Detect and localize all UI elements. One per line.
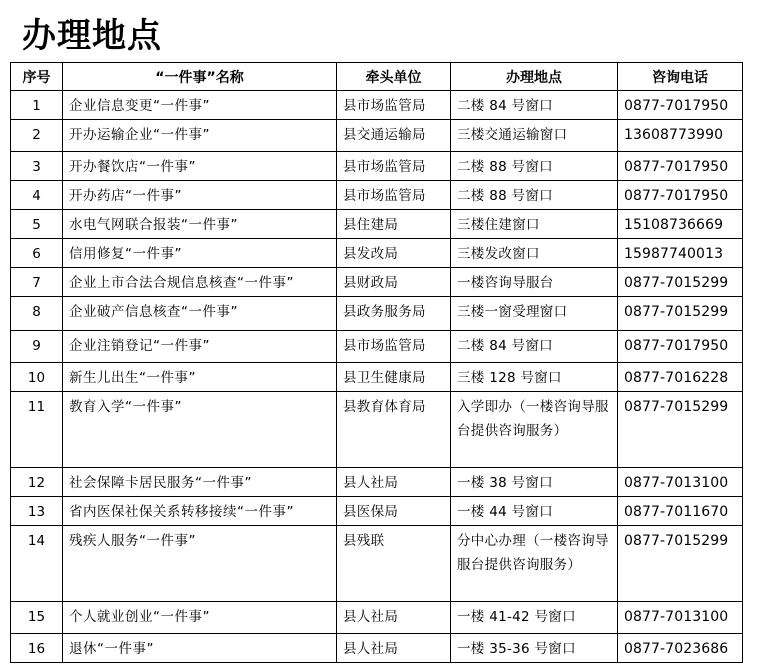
location: 一楼咨询导服台 (451, 268, 618, 297)
row-number: 12 (11, 468, 63, 497)
table-row (11, 363, 743, 392)
location: 二楼 84 号窗口 (451, 91, 618, 120)
location: 二楼 88 号窗口 (451, 181, 618, 210)
lead-unit: 县政务服务局 (337, 297, 451, 331)
lead-unit: 县医保局 (337, 497, 451, 526)
matter-name: 社会保障卡居民服务“一件事” (63, 468, 337, 497)
matter-name: 开办运输企业“一件事” (63, 120, 337, 152)
matter-name: 水电气网联合报装“一件事” (63, 210, 337, 239)
table-row (11, 239, 743, 268)
phone-number: 0877-7015299 (618, 526, 743, 602)
location: 一楼 35-36 号窗口 (451, 634, 618, 663)
header-serial-number: 序号 (11, 63, 63, 91)
phone-number: 0877-7017950 (618, 91, 743, 120)
table-row (11, 91, 743, 120)
lead-unit: 县财政局 (337, 268, 451, 297)
matter-name: 个人就业创业“一件事” (63, 602, 337, 634)
table-row (11, 526, 743, 602)
table-row (11, 497, 743, 526)
table-row (11, 120, 743, 152)
table-row (11, 181, 743, 210)
matter-name: 信用修复“一件事” (63, 239, 337, 268)
row-number: 11 (11, 392, 63, 468)
matter-name: 企业上市合法合规信息核查“一件事” (63, 268, 337, 297)
location: 二楼 88 号窗口 (451, 152, 618, 181)
phone-number: 0877-7015299 (618, 297, 743, 331)
phone-number: 0877-7013100 (618, 468, 743, 497)
row-number: 7 (11, 268, 63, 297)
phone-number: 0877-7013100 (618, 602, 743, 634)
service-location-table (10, 62, 743, 663)
lead-unit: 县残联 (337, 526, 451, 602)
lead-unit: 县教育体育局 (337, 392, 451, 468)
location: 二楼 84 号窗口 (451, 331, 618, 363)
table-row (11, 634, 743, 663)
matter-name: 退休“一件事” (63, 634, 337, 663)
row-number: 3 (11, 152, 63, 181)
header-matter-name: “一件事”名称 (63, 63, 337, 91)
row-number: 6 (11, 239, 63, 268)
lead-unit: 县人社局 (337, 468, 451, 497)
table-row (11, 297, 743, 331)
header-phone: 咨询电话 (618, 63, 743, 91)
row-number: 10 (11, 363, 63, 392)
row-number: 14 (11, 526, 63, 602)
phone-number: 0877-7015299 (618, 392, 743, 468)
row-number: 16 (11, 634, 63, 663)
header-location: 办理地点 (451, 63, 618, 91)
lead-unit: 县住建局 (337, 210, 451, 239)
table-row (11, 331, 743, 363)
location: 三楼一窗受理窗口 (451, 297, 618, 331)
row-number: 9 (11, 331, 63, 363)
table-row (11, 210, 743, 239)
matter-name: 开办餐饮店“一件事” (63, 152, 337, 181)
location: 一楼 41-42 号窗口 (451, 602, 618, 634)
lead-unit: 县人社局 (337, 634, 451, 663)
table-row (11, 392, 743, 468)
lead-unit: 县人社局 (337, 602, 451, 634)
location: 一楼 44 号窗口 (451, 497, 618, 526)
location: 一楼 38 号窗口 (451, 468, 618, 497)
lead-unit: 县市场监管局 (337, 331, 451, 363)
location: 入学即办（一楼咨询导服台提供咨询服务） (451, 392, 618, 468)
matter-name: 企业破产信息核查“一件事” (63, 297, 337, 331)
matter-name: 企业注销登记“一件事” (63, 331, 337, 363)
matter-name: 省内医保社保关系转移接续“一件事” (63, 497, 337, 526)
phone-number: 15987740013 (618, 239, 743, 268)
row-number: 2 (11, 120, 63, 152)
phone-number: 0877-7017950 (618, 181, 743, 210)
location: 三楼 128 号窗口 (451, 363, 618, 392)
phone-number: 0877-7016228 (618, 363, 743, 392)
row-number: 13 (11, 497, 63, 526)
lead-unit: 县卫生健康局 (337, 363, 451, 392)
row-number: 4 (11, 181, 63, 210)
location: 三楼住建窗口 (451, 210, 618, 239)
row-number: 5 (11, 210, 63, 239)
location: 三楼发改窗口 (451, 239, 618, 268)
table-row (11, 152, 743, 181)
phone-number: 0877-7017950 (618, 152, 743, 181)
header-lead-unit: 牵头单位 (337, 63, 451, 91)
lead-unit: 县发改局 (337, 239, 451, 268)
matter-name: 教育入学“一件事” (63, 392, 337, 468)
phone-number: 0877-7015299 (618, 268, 743, 297)
phone-number: 0877-7011670 (618, 497, 743, 526)
matter-name: 新生儿出生“一件事” (63, 363, 337, 392)
matter-name: 企业信息变更“一件事” (63, 91, 337, 120)
lead-unit: 县市场监管局 (337, 91, 451, 120)
lead-unit: 县市场监管局 (337, 152, 451, 181)
matter-name: 开办药店“一件事” (63, 181, 337, 210)
lead-unit: 县交通运输局 (337, 120, 451, 152)
row-number: 8 (11, 297, 63, 331)
table-row (11, 602, 743, 634)
row-number: 1 (11, 91, 63, 120)
table-row (11, 468, 743, 497)
matter-name: 残疾人服务“一件事” (63, 526, 337, 602)
location: 三楼交通运输窗口 (451, 120, 618, 152)
row-number: 15 (11, 602, 63, 634)
phone-number: 15108736669 (618, 210, 743, 239)
page-title: 办理地点 (22, 16, 162, 56)
phone-number: 0877-7017950 (618, 331, 743, 363)
lead-unit: 县市场监管局 (337, 181, 451, 210)
phone-number: 0877-7023686 (618, 634, 743, 663)
phone-number: 13608773990 (618, 120, 743, 152)
table-header-row (11, 63, 743, 91)
location: 分中心办理（一楼咨询导服台提供咨询服务） (451, 526, 618, 602)
table-row (11, 268, 743, 297)
